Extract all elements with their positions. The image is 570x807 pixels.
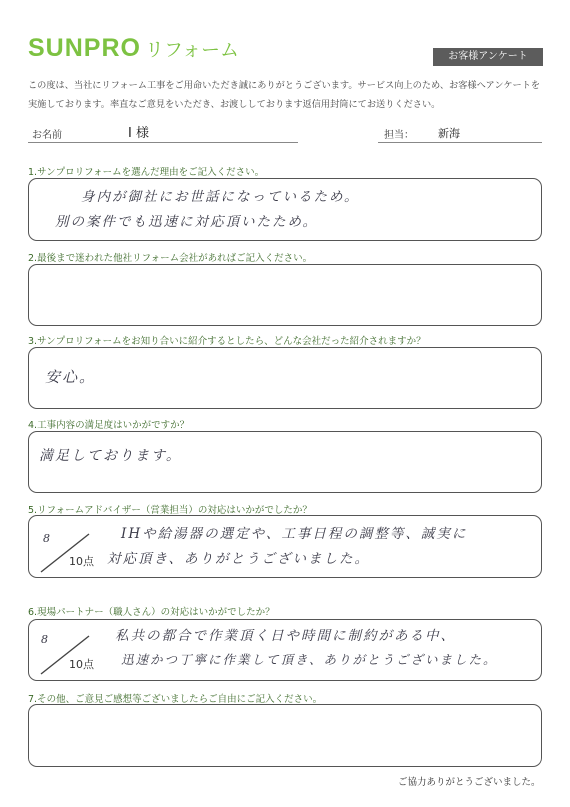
question-4-label: 4.工事内容の満足度はいかがですか？ — [28, 420, 190, 431]
question-3-answer-line-1: 安心。 — [45, 368, 97, 386]
customer-row — [28, 120, 542, 144]
question-5-answer-line-2: 対応頂き、ありがとうございました。 — [107, 551, 370, 567]
question-3-label: 3.サンプロリフォームをお知り合いに紹介するとしたら、どんな会社だった紹介されますか？ — [28, 336, 426, 347]
question-4-answer-box — [28, 431, 542, 493]
question-6-score: 8 — [41, 633, 48, 646]
question-5-answer-line-1: IHや給湯器の選定や、工事日程の調整等、誠実に — [121, 526, 468, 542]
question-7-answer-box — [28, 704, 542, 767]
brand-name: SUNPRO — [28, 34, 141, 62]
question-5-label: 5.リフォームアドバイザー（営業担当）の対応はいかがでしたか？ — [28, 505, 312, 516]
name-label: お名前 — [32, 130, 62, 141]
question-5-answer-box — [28, 515, 542, 578]
intro-text: この度は、当社にリフォーム工事をご用命いただき誠にありがとうございます。サービス向上のため、お客様へアンケートを実施しております。率直なご意見をいただき、お渡ししております返信用封筒にてお送りください。 — [28, 80, 541, 110]
name-underline — [28, 142, 298, 143]
question-1-answer-box — [28, 178, 542, 241]
question-4-answer-line-1: 満足しております。 — [39, 448, 182, 464]
question-6-score-max: 10点 — [69, 658, 94, 671]
question-1-answer-line-2: 別の案件でも迅速に対応頂いたため。 — [55, 214, 318, 230]
staff-underline — [378, 142, 542, 143]
question-1-answer-line-1: 身内が御社にお世話になっているため。 — [81, 189, 360, 205]
question-6-answer-box — [28, 619, 542, 681]
question-7-label: 7.その他、ご意見ご感想等ございましたらご自由にご記入ください。 — [28, 694, 323, 705]
question-6-label: 6.現場パートナー（職人さん）の対応はいかがでしたか？ — [28, 607, 275, 618]
question-5-score: 8 — [43, 532, 50, 545]
question-2-answer-box — [28, 264, 542, 326]
question-6-answer-line-1: 私共の都合で作業頂く日や時間に制約がある中、 — [115, 628, 456, 644]
thanks-note: ご協力ありがとうございました。 — [398, 777, 541, 788]
question-3-answer-box — [28, 347, 542, 409]
name-value: I 様 — [128, 126, 149, 141]
staff-label: 担当： — [384, 130, 414, 141]
question-6-answer-line-2: 迅速かつ丁寧に作業して頂き、ありがとうございました。 — [121, 652, 498, 667]
question-5-score-max: 10点 — [69, 555, 94, 568]
survey-badge: お客様アンケート — [433, 48, 543, 66]
staff-value: 新海 — [438, 127, 460, 140]
question-1-label: 1.サンプロリフォームを選んだ理由をご記入ください。 — [28, 167, 265, 178]
question-2-label: 2.最後まで迷われた他社リフォーム会社があればご記入ください。 — [28, 253, 313, 264]
brand-sub: リフォーム — [144, 39, 240, 61]
brand-logo — [28, 34, 239, 63]
